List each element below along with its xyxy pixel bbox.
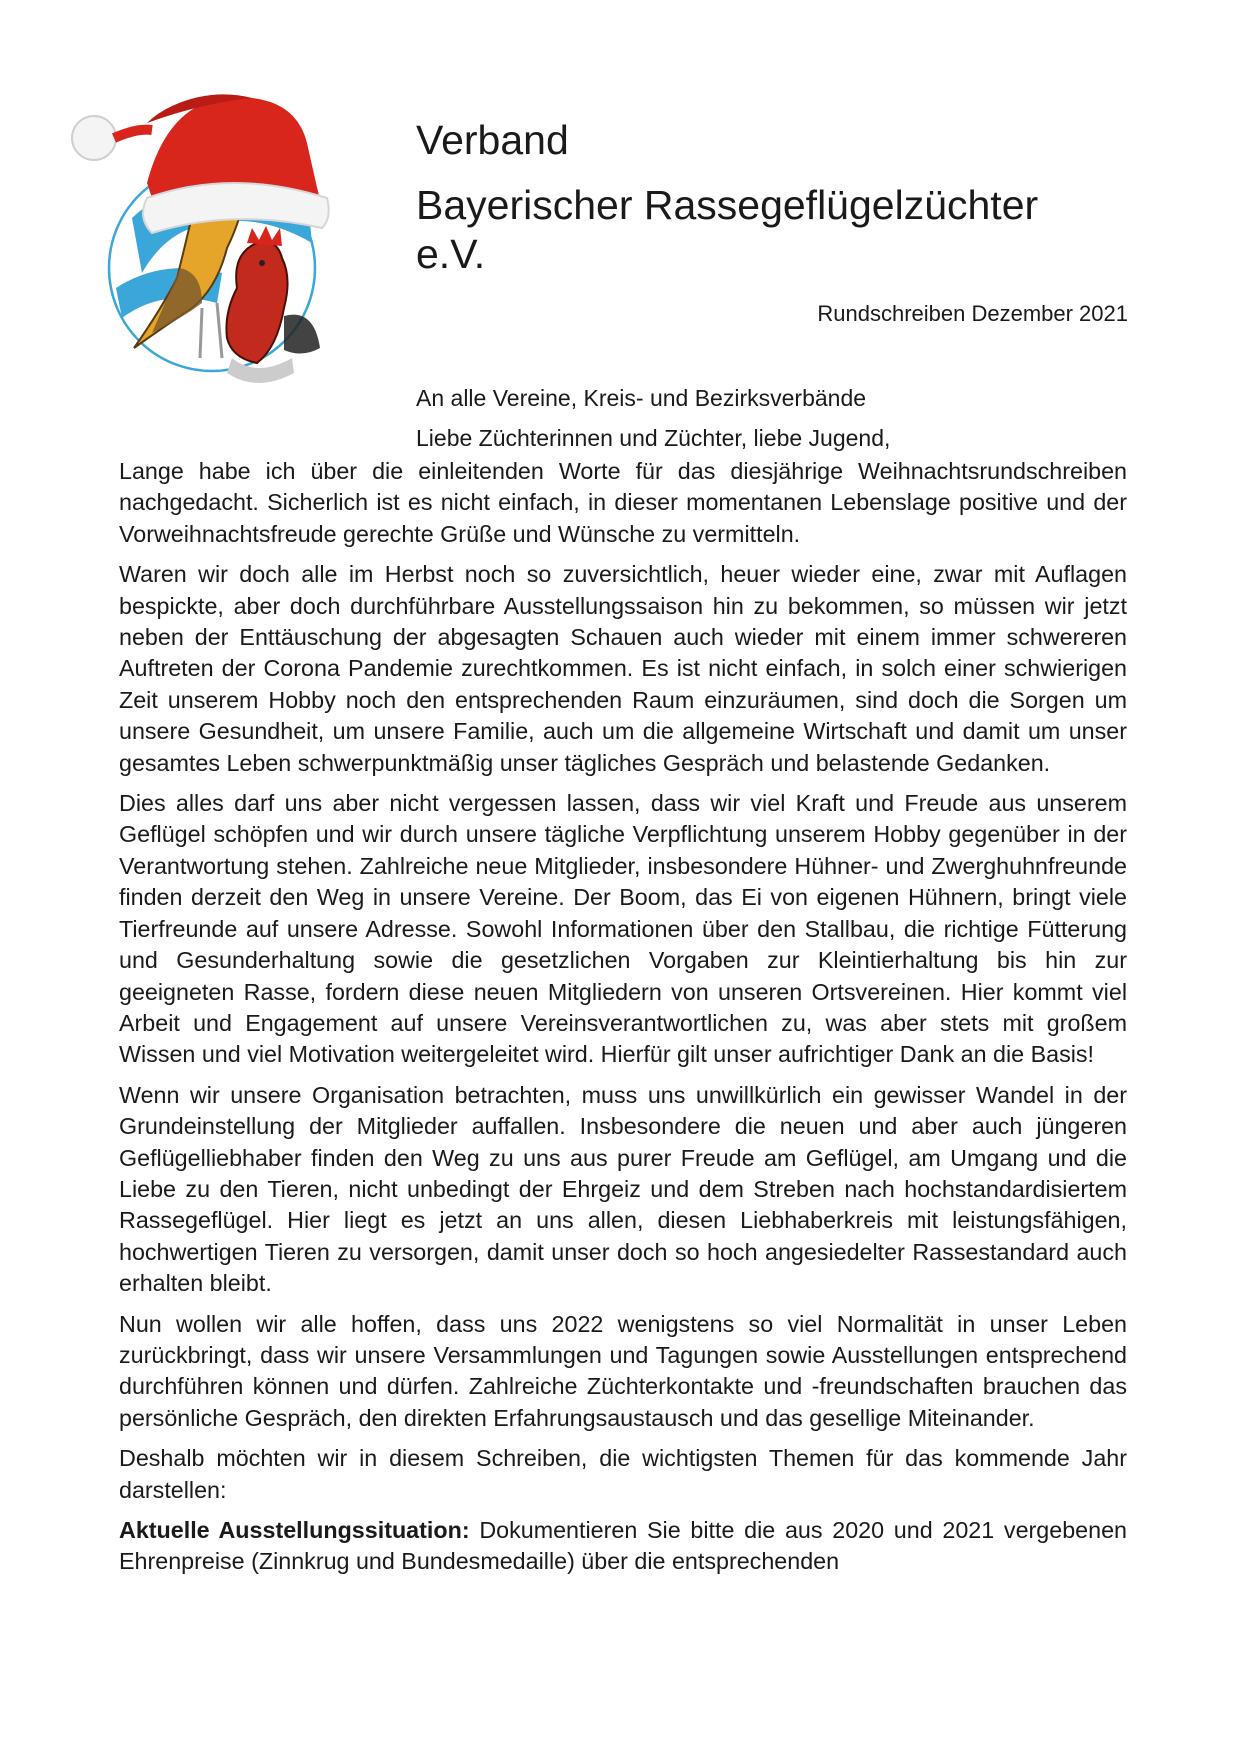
poultry-club-logo-with-santa-hat-icon (52, 58, 372, 413)
addressee-block (416, 378, 890, 458)
circular-date: Rundschreiben Dezember 2021 (817, 301, 1128, 326)
letterhead (416, 116, 1136, 279)
paragraph: Nun wollen wir alle hoffen, dass uns 2022 wenigstens so viel Normalität in unser Leben zurückbringt, dass wir unsere Versammlungen und Tagungen sowie Ausstellungen entsprechend durchführen können und dürfen. Zahlreiche Züchterkontakte und -freundschaften brauchen das persönliche Gespräch, den direkten Erfahrungsaustausch und das gesellige Miteinander. (119, 1310, 1127, 1431)
salutation: Liebe Züchterinnen und Züchter, liebe Jugend, (416, 425, 891, 451)
paragraph: Wenn wir unsere Organisation betrachten, muss uns unwillkürlich ein gewisser Wandel in der Grundeinstellung der Mitglieder auffallen. Insbesondere die neuen und aber auch jüngeren Geflügelliebhaber finden den Weg zu uns aus purer Freude am Geflügel, am Umgang und die Liebe zu den Tieren, nicht unbedingt der Ehrgeiz und dem Streben nach hochstandardisiertem Rassegeflügel. Hier liegt es jetzt an uns allen, diesen Liebhaberkreis mit leistungsfähigen, hochwertigen Tieren zu versorgen, damit unser doch so hoch angesiedelter Rassestandard auch erhalten bleibt. (119, 1081, 1127, 1297)
org-name-line-3: e.V. (416, 231, 486, 277)
topic-text: Dokumentieren Sie bitte die aus 2020 und 2021 vergebenen Ehrenpreise (Zinnkrug und Bundesmedaille) über die entsprechenden (119, 1517, 1127, 1575)
topic-paragraph (119, 1515, 1127, 1578)
addressee-recipients: An alle Vereine, Kreis- und Bezirksverbände (416, 385, 867, 411)
club-logo (52, 58, 372, 413)
org-name-line-2: Bayerischer Rassegeflügelzüchter (416, 182, 1039, 228)
org-name-line-1: Verband (416, 117, 569, 163)
topic-heading: Aktuelle Ausstellungssituation: (119, 1517, 470, 1543)
paragraph: Dies alles darf uns aber nicht vergessen lassen, dass wir viel Kraft und Freude aus unserem Geflügel schöpfen und wir durch unsere tägliche Verpflichtung unserem Hobby gegenüber in der Verantwortung stehen. Zahlreiche neue Mitglieder, insbesondere Hühner- und Zwerghuhnfreunde finden derzeit den Weg in unsere Vereine. Der Boom, das Ei von eigenen Hühnern, bringt viele Tierfreunde auf unsere Adresse. Sowohl Informationen über den Stallbau, die richtige Fütterung und Gesunderhaltung sowie die gesetzlichen Vorgaben zur Kleintierhaltung bis hin zur geeigneten Rasse, fordern diese neuen Mitgliedern von unseren Ortsvereinen. Hier kommt viel Arbeit und Engagement auf unsere Vereinsverantwortlichen zu, was aber stets mit großem Wissen und viel Motivation weitergeleitet wird. Hierfür gilt unser aufrichtiger Dank an die Basis! (119, 790, 1127, 1068)
paragraph: Deshalb möchten wir in diesem Schreiben, die wichtigsten Themen für das kommende Jahr darstellen: (119, 1445, 1127, 1503)
letter-body (119, 456, 1127, 1587)
paragraph: Waren wir doch alle im Herbst noch so zuversichtlich, heuer wieder eine, zwar mit Auflagen bespickte, aber doch durchführbare Ausstellungssaison hin zu bekommen, so müssen wir jetzt neben der Enttäuschung der abgesagten Schauen auch wieder mit einem immer schwereren Auftreten der Corona Pandemie zurechtkommen. Es ist nicht einfach, in solch einer schwierigen Zeit unserem Hobby noch den entsprechenden Raum einzuräumen, sind doch die Sorgen um unsere Gesundheit, um unsere Familie, auch um die allgemeine Wirtschaft und damit um unser gesamtes Leben schwerpunktmäßig unser tägliches Gespräch und belastende Gedanken. (119, 561, 1127, 776)
paragraph: Lange habe ich über die einleitenden Worte für das diesjährige Weihnachtsrundschreiben nachgedacht. Sicherlich ist es nicht einfach, in dieser momentanen Lebenslage positive und der Vorweihnachtsfreude gerechte Grüße und Wünsche zu vermitteln. (119, 458, 1127, 547)
